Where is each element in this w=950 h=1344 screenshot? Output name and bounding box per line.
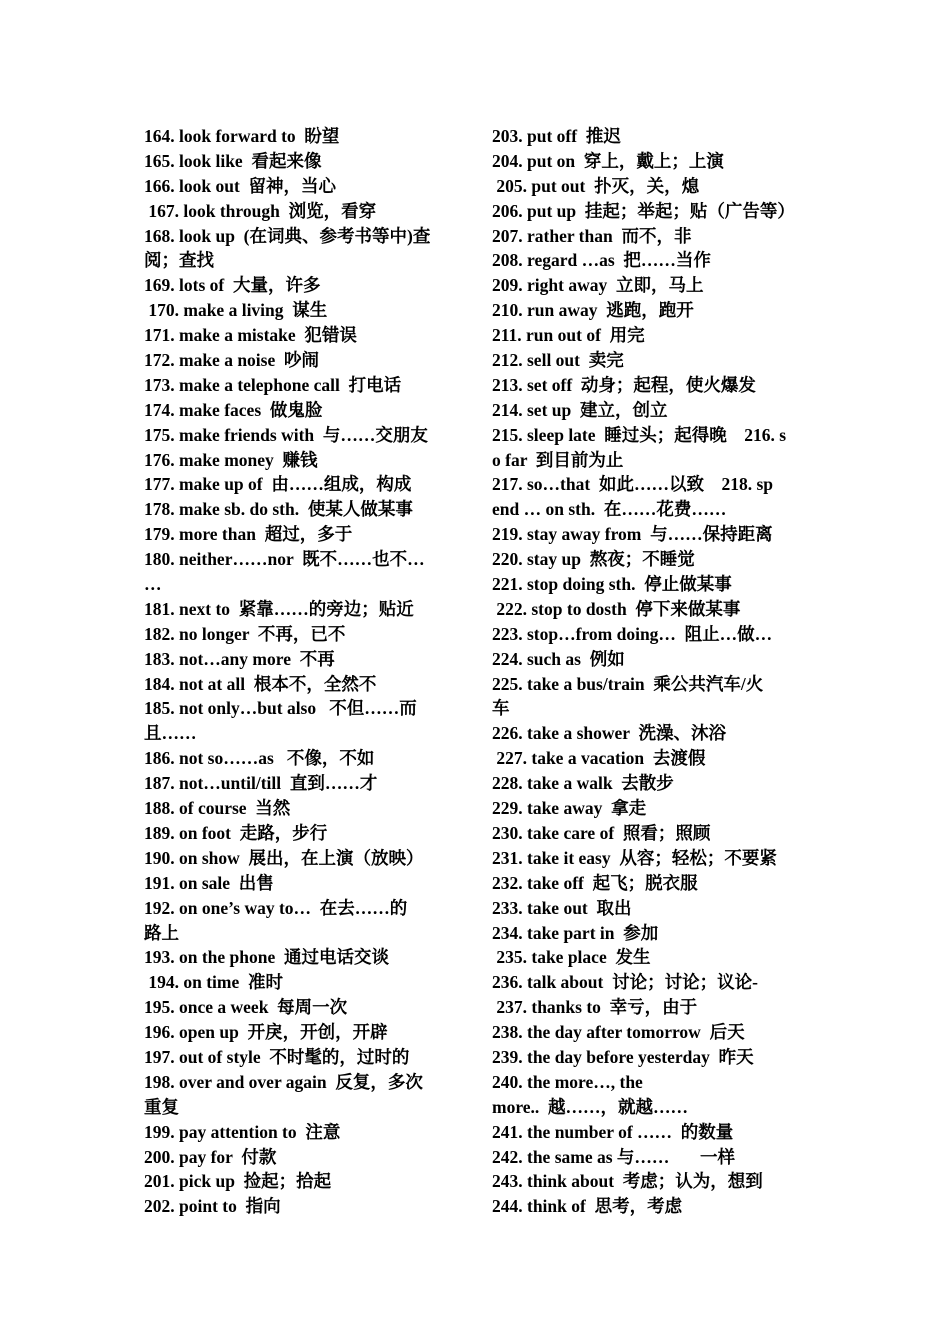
phrase-line: 234. take part in 参加 xyxy=(492,922,659,943)
phrase-line: 202. point to 指向 xyxy=(144,1196,281,1217)
phrase-line: 244. think of 思考，考虑 xyxy=(492,1196,683,1217)
phrase-line: 204. put on 穿上，戴上；上演 xyxy=(492,150,724,171)
phrase-line: 221. stop doing sth. 停止做某事 xyxy=(492,574,732,595)
phrase-line: 190. on show 展出，在上演（放映） xyxy=(144,847,424,868)
phrase-line: 208. regard …as 把……当作 xyxy=(492,250,711,271)
phrase-line: 197. out of style 不时髦的，过时的 xyxy=(144,1046,410,1067)
phrase-line: 220. stay up 熬夜；不睡觉 xyxy=(492,549,695,570)
phrase-line: 路上 xyxy=(144,922,179,943)
phrase-line: 189. on foot 走路，步行 xyxy=(144,822,328,843)
phrase-line: 193. on the phone 通过电话交谈 xyxy=(144,947,390,968)
phrase-line: 188. of course 当然 xyxy=(144,798,291,819)
phrase-line: more.. 越……，就越…… xyxy=(492,1096,689,1117)
phrase-line: 228. take a walk 去散步 xyxy=(492,773,674,794)
phrase-line: 184. not at all 根本不，全然不 xyxy=(144,673,377,694)
phrase-line: 183. not…any more 不再 xyxy=(144,648,335,669)
phrase-line: 198. over and over again 反复，多次 xyxy=(144,1071,423,1092)
phrase-line: 232. take off 起飞；脱衣服 xyxy=(492,872,698,893)
phrase-line: 191. on sale 出售 xyxy=(144,872,274,893)
phrase-line: 225. take a bus/train 乘公共汽车/火 xyxy=(492,673,764,694)
phrase-line: 230. take care of 照看；照顾 xyxy=(492,822,711,843)
phrase-line: 223. stop…from doing… 阻止…做… xyxy=(492,623,773,644)
phrase-line: 212. sell out 卖完 xyxy=(492,350,624,371)
phrase-line: 185. not only…but also 不但……而 xyxy=(144,698,417,719)
phrase-line: end … on sth. 在……花费…… xyxy=(492,499,727,520)
phrase-line: 196. open up 开戾，开创，开辟 xyxy=(144,1022,388,1043)
phrase-line: 207. rather than 而不，非 xyxy=(492,225,692,246)
phrase-line: 182. no longer 不再，已不 xyxy=(144,623,346,644)
phrase-line: 176. make money 赚钱 xyxy=(144,449,318,470)
phrase-line: 181. next to 紧靠……的旁边；贴近 xyxy=(144,598,414,619)
phrase-line: 重复 xyxy=(144,1096,179,1117)
phrase-line: 242. the same as 与…… 一样 xyxy=(492,1146,736,1167)
phrase-line: 238. the day after tomorrow 后天 xyxy=(492,1022,745,1043)
phrase-line: 车 xyxy=(492,698,510,719)
phrase-line: 203. put off 推迟 xyxy=(492,126,621,146)
phrase-line: 170. make a living 谋生 xyxy=(144,300,328,321)
right-column xyxy=(492,124,808,1219)
phrase-line: 233. take out 取出 xyxy=(492,897,632,918)
phrase-line: 阅；查找 xyxy=(144,250,214,271)
phrase-line: … xyxy=(144,574,162,595)
left-column xyxy=(144,124,464,1219)
phrase-line: 186. not so……as 不像，不如 xyxy=(144,748,375,769)
phrase-line: 231. take it easy 从容；轻松；不要紧 xyxy=(492,847,777,868)
phrase-line: 169. lots of 大量，许多 xyxy=(144,275,321,296)
phrase-line: 206. put up 挂起；举起；贴（广告等） xyxy=(492,200,795,221)
phrase-line: 179. more than 超过，多于 xyxy=(144,524,353,545)
phrase-line: 217. so…that 如此……以致 218. sp xyxy=(492,474,773,495)
phrase-line: 205. put out 扑灭，关，熄 xyxy=(492,175,700,196)
phrase-line: 167. look through 浏览，看穿 xyxy=(144,200,377,221)
phrase-line: 224. such as 例如 xyxy=(492,648,625,669)
phrase-line: 165. look like 看起来像 xyxy=(144,150,322,171)
phrase-line: 236. talk about 讨论；讨论；议论- xyxy=(492,972,758,993)
phrase-line: 172. make a noise 吵闹 xyxy=(144,350,319,371)
phrase-line: 215. sleep late 睡过头；起得晚 216. s xyxy=(492,424,787,445)
phrase-line: 201. pick up 捡起；拾起 xyxy=(144,1171,332,1192)
phrase-line: 226. take a shower 洗澡、沐浴 xyxy=(492,723,726,744)
phrase-line: 187. not…until/till 直到……才 xyxy=(144,773,378,794)
phrase-line: 243. think about 考虑；认为，想到 xyxy=(492,1171,763,1192)
phrase-line: 且…… xyxy=(144,723,197,744)
phrase-line: 175. make friends with 与……交朋友 xyxy=(144,424,428,445)
phrase-line: 235. take place 发生 xyxy=(492,947,651,968)
phrase-line: 211. run out of 用完 xyxy=(492,325,645,346)
phrase-line: 166. look out 留神，当心 xyxy=(144,175,337,196)
phrase-line: 237. thanks to 幸亏，由于 xyxy=(492,997,698,1018)
phrase-line: 194. on time 准时 xyxy=(144,972,284,993)
phrase-line: 240. the more…, the xyxy=(492,1071,643,1092)
phrase-line: 222. stop to dosth 停下来做某事 xyxy=(492,598,741,619)
phrase-line: 229. take away 拿走 xyxy=(492,798,647,819)
phrase-line: 213. set off 动身；起程，使火爆发 xyxy=(492,374,756,395)
phrase-line: 168. look up (在词典、参考书等中)查 xyxy=(144,225,431,246)
phrase-line: 180. neither……nor 既不……也不… xyxy=(144,549,425,570)
phrase-line: 173. make a telephone call 打电话 xyxy=(144,374,402,395)
phrase-line: 195. once a week 每周一次 xyxy=(144,997,348,1018)
phrase-line: 199. pay attention to 注意 xyxy=(144,1121,341,1142)
phrase-line: 177. make up of 由……组成，构成 xyxy=(144,474,412,495)
phrase-line: o far 到目前为止 xyxy=(492,449,624,470)
phrase-line: 219. stay away from 与……保持距离 xyxy=(492,524,773,545)
phrase-line: 214. set up 建立，创立 xyxy=(492,399,668,420)
phrase-line: 239. the day before yesterday 昨天 xyxy=(492,1046,754,1067)
phrase-line: 192. on one’s way to… 在去……的 xyxy=(144,897,408,918)
phrase-line: 210. run away 逃跑，跑开 xyxy=(492,300,694,321)
phrase-line: 209. right away 立即，马上 xyxy=(492,275,704,296)
phrase-line: 164. look forward to 盼望 xyxy=(144,126,340,146)
phrase-line: 200. pay for 付款 xyxy=(144,1146,277,1167)
phrase-line: 174. make faces 做鬼脸 xyxy=(144,399,323,420)
phrase-line: 178. make sb. do sth. 使某人做某事 xyxy=(144,499,413,520)
phrase-line: 171. make a mistake 犯错误 xyxy=(144,325,357,346)
phrase-line: 241. the number of …… 的数量 xyxy=(492,1121,734,1142)
phrase-line: 227. take a vacation 去渡假 xyxy=(492,748,706,769)
